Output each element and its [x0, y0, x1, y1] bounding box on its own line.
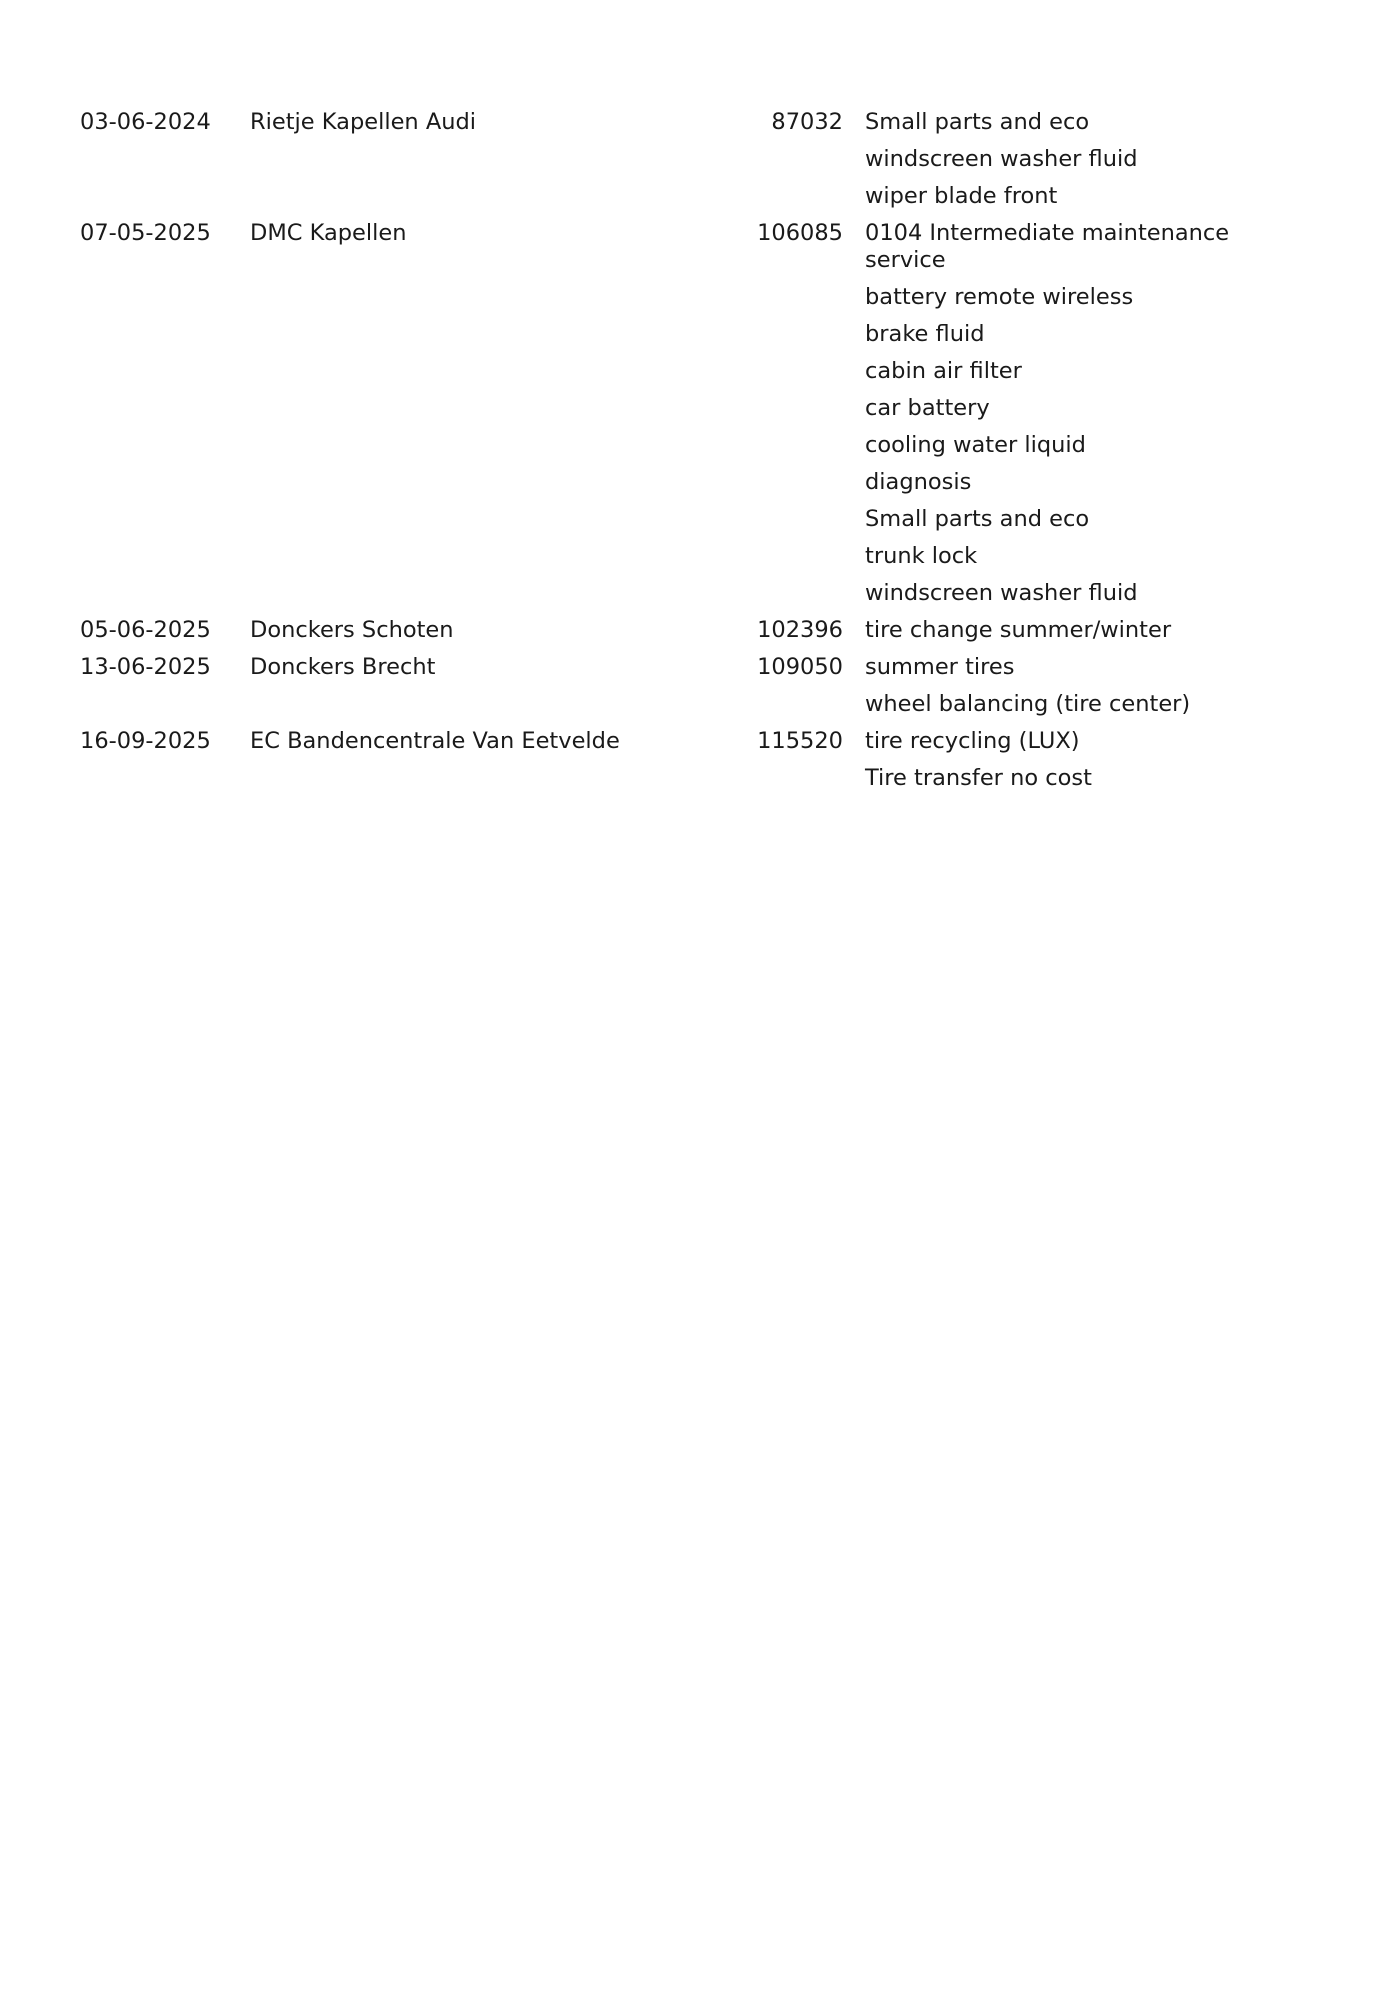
service-entry [80, 650, 1260, 724]
entry-mileage: 115520 [757, 728, 843, 754]
entry-mileage: 87032 [771, 109, 843, 135]
entry-services [865, 724, 1260, 798]
entry-mileage: 109050 [757, 654, 843, 680]
service-item: diagnosis [865, 469, 972, 495]
entry-garage: Donckers Schoten [250, 617, 454, 643]
service-item: trunk lock [865, 543, 978, 569]
entry-services [865, 650, 1260, 724]
service-item: Small parts and eco [865, 109, 1090, 135]
entry-mileage: 106085 [757, 220, 843, 246]
service-item: wheel balancing (tire center) [865, 691, 1191, 717]
entry-garage: EC Bandencentrale Van Eetvelde [250, 728, 620, 754]
service-entry [80, 105, 1260, 216]
entry-date: 16-09-2025 [80, 728, 211, 754]
entry-date: 07-05-2025 [80, 220, 211, 246]
entry-services [865, 216, 1260, 613]
service-item: windscreen washer fluid [865, 146, 1138, 172]
service-item: cooling water liquid [865, 432, 1086, 458]
service-item: 0104 Intermediate maintenance service [865, 220, 1230, 273]
service-item: cabin air filter [865, 358, 1022, 384]
entry-services [865, 613, 1260, 650]
entry-date: 03-06-2024 [80, 109, 211, 135]
service-item: Tire transfer no cost [865, 765, 1092, 791]
service-entry [80, 613, 1260, 650]
service-entry [80, 724, 1260, 798]
service-item: wiper blade front [865, 183, 1058, 209]
entry-mileage: 102396 [757, 617, 843, 643]
service-item: tire change summer/winter [865, 617, 1172, 643]
service-item: Small parts and eco [865, 506, 1090, 532]
entry-date: 05-06-2025 [80, 617, 211, 643]
entry-services [865, 105, 1260, 216]
entry-garage: Rietje Kapellen Audi [250, 109, 477, 135]
service-item: summer tires [865, 654, 1015, 680]
service-item: brake fluid [865, 321, 985, 347]
service-entry [80, 216, 1260, 613]
service-item: tire recycling (LUX) [865, 728, 1080, 754]
entry-garage: Donckers Brecht [250, 654, 436, 680]
service-item: windscreen washer fluid [865, 580, 1138, 606]
service-item: car battery [865, 395, 990, 421]
service-item: battery remote wireless [865, 284, 1134, 310]
entry-garage: DMC Kapellen [250, 220, 407, 246]
entry-date: 13-06-2025 [80, 654, 211, 680]
service-history-list [80, 105, 1260, 798]
